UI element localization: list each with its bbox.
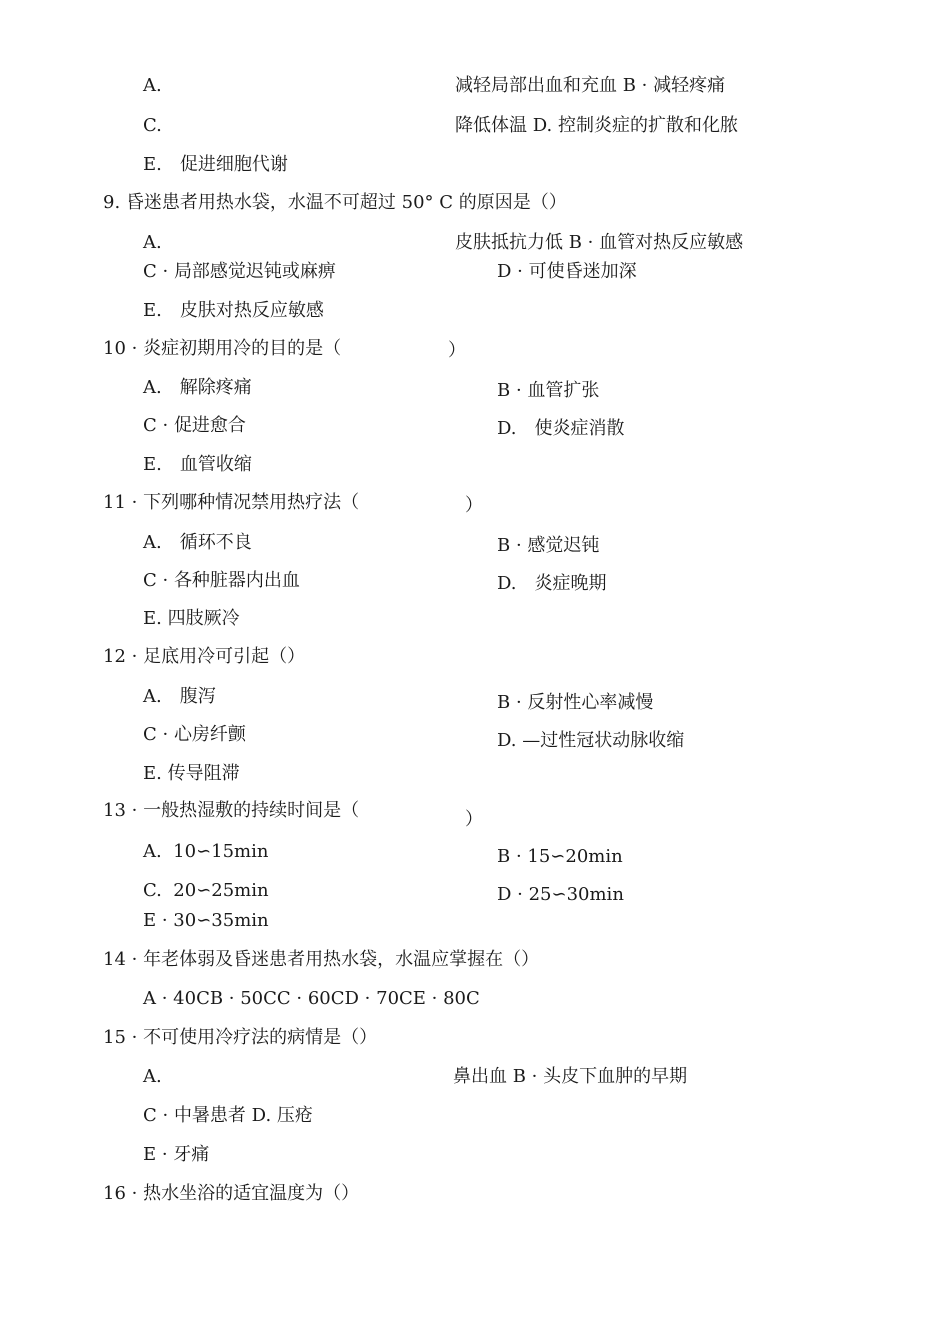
q10-option-b: B · 血管扩张	[497, 380, 600, 401]
q9-option-e: E. 皮肤对热反应敏感	[143, 300, 324, 321]
q12-option-a: A. 腹泻	[143, 686, 216, 707]
q11-option-b: B · 感觉迟钝	[497, 535, 600, 556]
q9-option-c: C · 局部感觉迟钝或麻痹	[143, 261, 336, 282]
q15-option-e: E · 牙痛	[143, 1144, 210, 1165]
q10-stem: 10 · 炎症初期用冷的目的是（	[103, 338, 342, 359]
q10-stem-close: ）	[448, 340, 466, 361]
q15-option-a-letter: A.	[143, 1066, 162, 1087]
q13-option-d: D · 25∽30min	[497, 884, 624, 905]
q9-stem: 9. 昏迷患者用热水袋，水温不可超过 50° C 的原因是（）	[103, 192, 567, 213]
q8-option-a-text: 减轻局部出血和充血 B · 减轻疼痛	[455, 75, 726, 96]
q11-stem-close: ）	[465, 495, 483, 516]
q11-option-a: A. 循环不良	[143, 532, 252, 553]
q12-option-b: B · 反射性心率减慢	[497, 692, 654, 713]
q13-stem-close: ）	[465, 809, 483, 830]
q11-option-e: E. 四肢厥冷	[143, 608, 240, 629]
q15-option-c: C · 中暑患者 D. 压疮	[143, 1105, 313, 1126]
q13-option-b: B · 15∽20min	[497, 846, 623, 867]
q11-option-c: C · 各种脏器内出血	[143, 570, 300, 591]
q13-option-e: E · 30∽35min	[143, 910, 269, 931]
q8-option-c-letter: C.	[143, 115, 162, 136]
q12-option-c: C · 心房纤颤	[143, 724, 246, 745]
q9-option-d: D · 可使昏迷加深	[497, 261, 637, 282]
q9-option-a-text: 皮肤抵抗力低 B · 血管对热反应敏感	[455, 232, 744, 253]
q8-option-a-letter: A.	[143, 75, 162, 96]
q11-option-d: D. 炎症晚期	[497, 573, 607, 594]
q10-option-a: A. 解除疼痛	[143, 377, 252, 398]
q12-stem: 12 · 足底用冷可引起（）	[103, 646, 306, 667]
q13-option-a: A. 10∽15min	[143, 841, 269, 862]
q14-stem: 14 · 年老体弱及昏迷患者用热水袋，水温应掌握在（）	[103, 949, 540, 970]
q9-option-a-letter: A.	[143, 232, 162, 253]
q8-option-e: E. 促进细胞代谢	[143, 154, 288, 175]
q15-option-a-text: 鼻出血 B · 头皮下血肿的早期	[453, 1066, 688, 1087]
q11-stem: 11 · 下列哪种情况禁用热疗法（	[103, 492, 360, 513]
q12-option-d: D. —过性冠状动脉收缩	[497, 730, 685, 751]
q12-option-e: E. 传导阻滞	[143, 763, 240, 784]
q13-stem: 13 · 一般热湿敷的持续时间是（	[103, 800, 360, 821]
q14-options: A · 40CB · 50CC · 60CD · 70CE · 80C	[143, 988, 480, 1009]
q16-stem: 16 · 热水坐浴的适宜温度为（）	[103, 1183, 360, 1204]
q13-option-c: C. 20∽25min	[143, 880, 269, 901]
q10-option-c: C · 促进愈合	[143, 415, 246, 436]
q10-option-e: E. 血管收缩	[143, 454, 252, 475]
q10-option-d: D. 使炎症消散	[497, 418, 625, 439]
q15-stem: 15 · 不可使用冷疗法的病情是（）	[103, 1027, 378, 1048]
q8-option-c-text: 降低体温 D. 控制炎症的扩散和化脓	[455, 115, 738, 136]
